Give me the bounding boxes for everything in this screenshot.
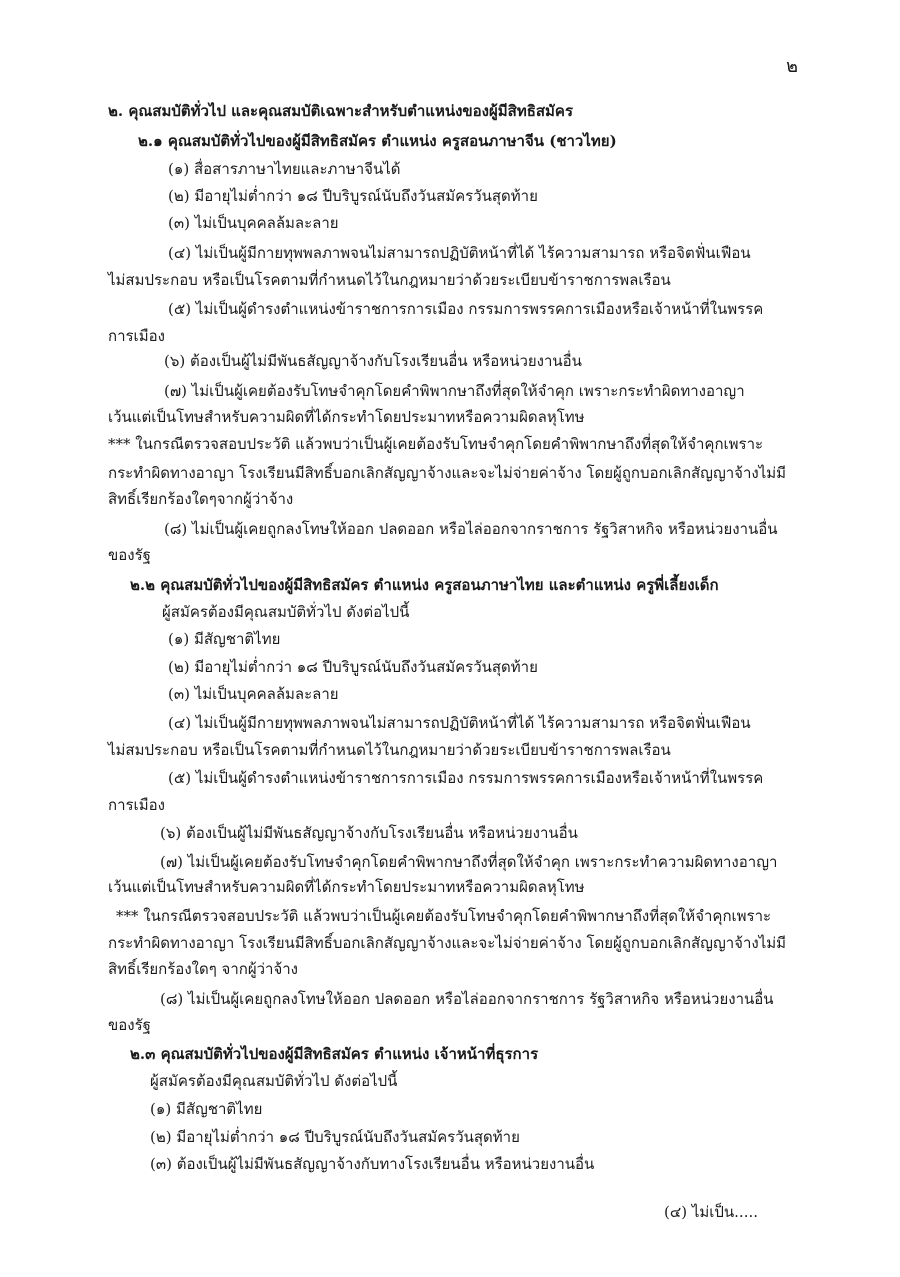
continuation-marker: (๔) ไม่เป็น..... bbox=[664, 1203, 758, 1221]
s23-item-1: (๑) มีสัญชาติไทย bbox=[150, 1100, 263, 1118]
s22-item-5-line-1: (๕) ไม่เป็นผู้ดำรงตำแหน่งข้าราชการการเมือง กรรมการพรรคการเมืองหรือเจ้าหน้าที่ในพรรค bbox=[168, 769, 764, 787]
s22-item-3: (๓) ไม่เป็นบุคคลล้มละลาย bbox=[168, 685, 339, 703]
s23-item-2: (๒) มีอายุไม่ต่ำกว่า ๑๘ ปีบริบูรณ์นับถึงวันสมัครวันสุดท้าย bbox=[150, 1128, 520, 1146]
s22-note-line-1: *** ในกรณีตรวจสอบประวัติ แล้วพบว่าเป็นผู้เคยต้องรับโทษจำคุกโดยคำพิพากษาถึงที่สุดให้จำคุกเพราะ bbox=[116, 907, 772, 925]
section-2-2-heading: ๒.๒ คุณสมบัติทั่วไปของผู้มีสิทธิสมัคร ตำแหน่ง ครูสอนภาษาไทย และตำแหน่ง ครูพี่เลี้ยงเด็ก bbox=[130, 576, 719, 594]
s22-item-7-line-2: เว้นแต่เป็นโทษสำหรับความผิดที่ได้กระทำโดยประมาทหรือความผิดลหุโทษ bbox=[108, 878, 585, 896]
s22-item-2: (๒) มีอายุไม่ต่ำกว่า ๑๘ ปีบริบูรณ์นับถึงวันสมัครวันสุดท้าย bbox=[168, 658, 538, 676]
s22-item-4-line-1: (๔) ไม่เป็นผู้มีกายทุพพลภาพจนไม่สามารถปฏิบัติหน้าที่ได้ ไร้ความสามารถ หรือจิตฟั่นเฟือน bbox=[168, 714, 751, 732]
s21-note-line-1: *** ในกรณีตรวจสอบประวัติ แล้วพบว่าเป็นผู้เคยต้องรับโทษจำคุกโดยคำพิพากษาถึงที่สุดให้จำคุกเพราะ bbox=[108, 435, 764, 453]
s21-item-4-line-2: ไม่สมประกอบ หรือเป็นโรคตามที่กำหนดไว้ในกฎหมายว่าด้วยระเบียบข้าราชการพลเรือน bbox=[108, 271, 671, 289]
s22-item-8-line-2: ของรัฐ bbox=[108, 1016, 151, 1034]
section-2-3-heading: ๒.๓ คุณสมบัติทั่วไปของผู้มีสิทธิสมัคร ตำแหน่ง เจ้าหน้าที่ธุรการ bbox=[130, 1045, 539, 1063]
s22-note-line-3: สิทธิ์เรียกร้องใดๆ จากผู้ว่าจ้าง bbox=[108, 960, 298, 978]
s22-item-7-line-1: (๗) ไม่เป็นผู้เคยต้องรับโทษจำคุกโดยคำพิพากษาถึงที่สุดให้จำคุก เพราะกระทำความผิดทางอาญา bbox=[160, 853, 778, 871]
s21-item-6: (๖) ต้องเป็นผู้ไม่มีพันธสัญญาจ้างกับโรงเรียนอื่น หรือหน่วยงานอื่น bbox=[164, 352, 582, 370]
s22-intro: ผู้สมัครต้องมีคุณสมบัติทั่วไป ดังต่อไปนี้ bbox=[162, 603, 410, 621]
s21-item-2: (๒) มีอายุไม่ต่ำกว่า ๑๘ ปีบริบูรณ์นับถึงวันสมัครวันสุดท้าย bbox=[168, 187, 538, 205]
s21-item-7-line-1: (๗) ไม่เป็นผู้เคยต้องรับโทษจำคุกโดยคำพิพากษาถึงที่สุดให้จำคุก เพราะกระทำผิดทางอาญา bbox=[164, 382, 745, 400]
s21-item-8-line-2: ของรัฐ bbox=[108, 546, 151, 564]
s22-item-5-line-2: การเมือง bbox=[108, 796, 165, 814]
s22-item-4-line-2: ไม่สมประกอบ หรือเป็นโรคตามที่กำหนดไว้ในกฎหมายว่าด้วยระเบียบข้าราชการพลเรือน bbox=[108, 741, 671, 759]
section-2-1-heading: ๒.๑ คุณสมบัติทั่วไปของผู้มีสิทธิสมัคร ตำแหน่ง ครูสอนภาษาจีน (ชาวไทย) bbox=[138, 132, 617, 150]
s22-item-6: (๖) ต้องเป็นผู้ไม่มีพันธสัญญาจ้างกับโรงเรียนอื่น หรือหน่วยงานอื่น bbox=[160, 824, 578, 842]
s21-item-4-line-1: (๔) ไม่เป็นผู้มีกายทุพพลภาพจนไม่สามารถปฏิบัติหน้าที่ได้ ไร้ความสามารถ หรือจิตฟั่นเฟือน bbox=[168, 244, 751, 262]
page-number: ๒ bbox=[786, 56, 798, 77]
s21-item-5-line-1: (๕) ไม่เป็นผู้ดำรงตำแหน่งข้าราชการการเมือง กรรมการพรรคการเมืองหรือเจ้าหน้าที่ในพรรค bbox=[168, 300, 764, 318]
s21-note-line-2: กระทำผิดทางอาญา โรงเรียนมีสิทธิ์บอกเลิกสัญญาจ้างและจะไม่จ่ายค่าจ้าง โดยผู้ถูกบอกเลิกสัญญาจ้างไม่มี bbox=[108, 464, 787, 482]
s21-item-3: (๓) ไม่เป็นบุคคลล้มละลาย bbox=[168, 214, 339, 232]
s23-intro: ผู้สมัครต้องมีคุณสมบัติทั่วไป ดังต่อไปนี้ bbox=[150, 1072, 398, 1090]
s23-item-3: (๓) ต้องเป็นผู้ไม่มีพันธสัญญาจ้างกับทางโรงเรียนอื่น หรือหน่วยงานอื่น bbox=[150, 1155, 595, 1173]
s22-item-8-line-1: (๘) ไม่เป็นผู้เคยถูกลงโทษให้ออก ปลดออก หรือไล่ออกจากราชการ รัฐวิสาหกิจ หรือหน่วยงานอื่น bbox=[160, 990, 774, 1008]
section-2-heading: ๒. คุณสมบัติทั่วไป และคุณสมบัติเฉพาะสำหรับตำแหน่งของผู้มีสิทธิสมัคร bbox=[108, 102, 574, 120]
s21-item-8-line-1: (๘) ไม่เป็นผู้เคยถูกลงโทษให้ออก ปลดออก หรือไล่ออกจากราชการ รัฐวิสาหกิจ หรือหน่วยงานอื่น bbox=[164, 520, 778, 538]
s21-note-line-3: สิทธิ์เรียกร้องใดๆจากผู้ว่าจ้าง bbox=[108, 490, 294, 508]
s21-item-5-line-2: การเมือง bbox=[108, 327, 165, 345]
s21-item-1: (๑) สื่อสารภาษาไทยและภาษาจีนได้ bbox=[168, 160, 401, 178]
s21-item-7-line-2: เว้นแต่เป็นโทษสำหรับความผิดที่ได้กระทำโดยประมาทหรือความผิดลหุโทษ bbox=[108, 408, 585, 426]
s22-note-line-2: กระทำผิดทางอาญา โรงเรียนมีสิทธิ์บอกเลิกสัญญาจ้างและจะไม่จ่ายค่าจ้าง โดยผู้ถูกบอกเลิกสัญญาจ้างไม่มี bbox=[108, 934, 787, 952]
s22-item-1: (๑) มีสัญชาติไทย bbox=[168, 630, 281, 648]
